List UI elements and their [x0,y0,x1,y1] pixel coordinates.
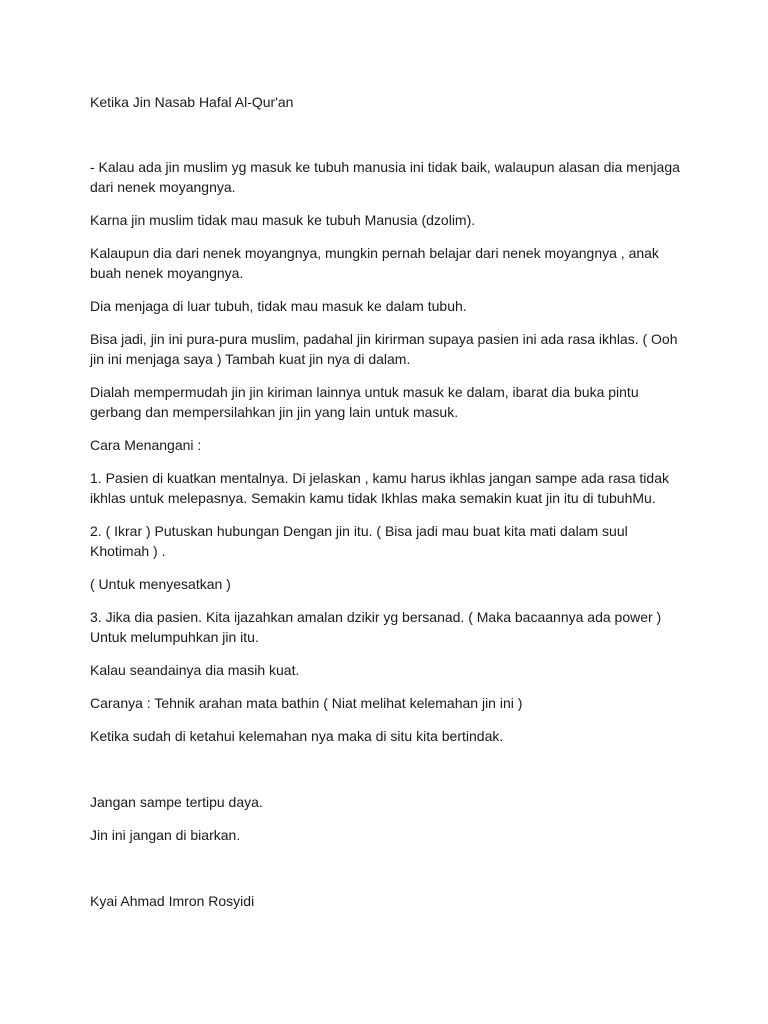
paragraph: Karna jin muslim tidak mau masuk ke tubuh Manusia (dzolim). [90,212,476,228]
step-1: 1. Pasien di kuatkan mentalnya. Di jelaskan , kamu harus ikhlas jangan sampe ada rasa tidak ikhlas untuk melepasnya. Semakin kamu tidak Ikhlas maka semakin kuat jin itu di tubuhMu. [90,470,669,506]
step-2: 2. ( Ikrar ) Putuskan hubungan Dengan jin itu. ( Bisa jadi mau buat kita mati dalam suul Khotimah ) . [90,523,628,559]
paragraph: Dialah mempermudah jin jin kiriman lainnya untuk masuk ke dalam, ibarat dia buka pintu gerbang dan mempersilahkan jin jin yang lain untuk masuk. [90,384,639,420]
section-heading-cara-menangani: Cara Menangani : [90,437,202,453]
paragraph: Kalau seandainya dia masih kuat. [90,662,300,678]
paragraph-intro: - Kalau ada jin muslim yg masuk ke tubuh manusia ini tidak baik, walaupun alasan dia menjaga dari nenek moyangnya. [90,159,680,195]
paragraph: Bisa jadi, jin ini pura-pura muslim, padahal jin kirirman supaya pasien ini ada rasa ikhlas. ( Ooh jin ini menjaga saya ) Tambah kuat jin nya di dalam. [90,331,678,367]
paragraph: Ketika sudah di ketahui kelemahan nya maka di situ kita bertindak. [90,728,504,744]
spacer [90,759,688,792]
paragraph: Caranya : Tehnik arahan mata bathin ( Niat melihat kelemahan jin ini ) [90,695,523,711]
step-3: 3. Jika dia pasien. Kita ijazahkan amalan dzikir yg bersanad. ( Maka bacaannya ada power ) Untuk melumpuhkan jin itu. [90,609,662,645]
spacer [90,858,688,891]
closing-line: Jangan sampe tertipu daya. [90,794,263,810]
closing-line: Jin ini jangan di biarkan. [90,827,241,843]
document-title: Ketika Jin Nasab Hafal Al-Qur'an [90,94,294,110]
signature: Kyai Ahmad Imron Rosyidi [90,893,255,909]
paragraph: Kalaupun dia dari nenek moyangnya, mungkin pernah belajar dari nenek moyangnya , anak buah nenek moyangnya. [90,245,659,281]
paragraph: ( Untuk menyesatkan ) [90,576,231,592]
paragraph: Dia menjaga di luar tubuh, tidak mau masuk ke dalam tubuh. [90,298,467,314]
